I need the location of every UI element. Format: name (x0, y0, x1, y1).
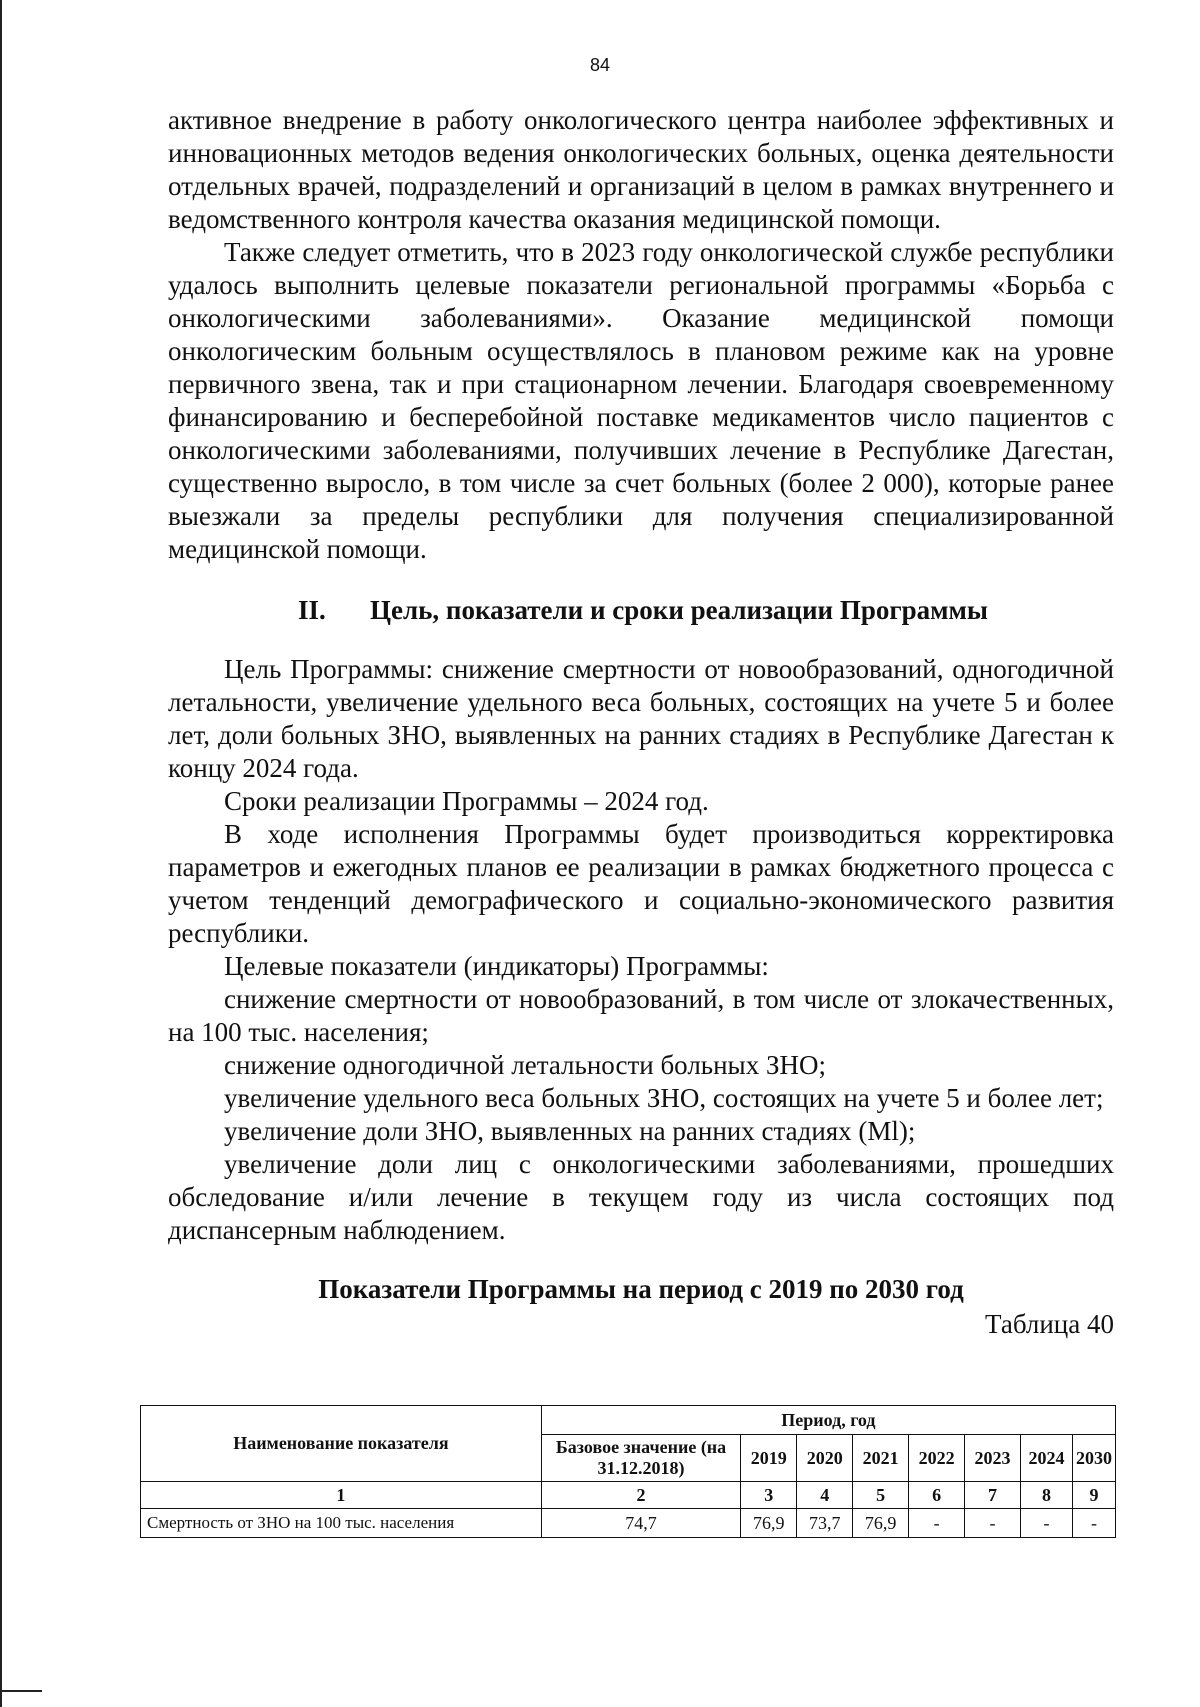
scan-bottom-mark (0, 1690, 42, 1692)
section-number: II. (298, 595, 326, 625)
indicator-item: увеличение доли лиц с онкологическими заболеваниями, прошедших обследование и/или лечение в текущем году из числа состоящих под диспансерным наблюдением. (168, 1149, 1114, 1245)
header-indicator-name: Наименование показателя (141, 1406, 542, 1482)
value-cell: - (1072, 1509, 1115, 1538)
header-year: 2019 (741, 1435, 797, 1482)
header-period: Период, год (541, 1406, 1115, 1435)
indicator-item: увеличение удельного веса больных ЗНО, состоящих на учете 5 и более лет; (224, 1083, 1104, 1113)
value-cell: 76,9 (741, 1509, 797, 1538)
indicators-table (140, 1405, 1116, 1538)
header-year: 2023 (965, 1435, 1021, 1482)
document-body (168, 104, 1114, 1341)
column-number-row (141, 1482, 1116, 1509)
table-number: Таблица 40 (985, 1309, 1114, 1339)
header-year: 2030 (1072, 1435, 1115, 1482)
header-year: 2021 (853, 1435, 909, 1482)
paragraph-program-goal: Цель Программы: снижение смертности от новообразований, одногодичной летальности, увеличение удельного веса больных, состоящих на учете 5 и более лет, доли больных ЗНО, выявленных на ранних стадиях в Республике Дагестан к концу 2024 года. (168, 654, 1114, 783)
page-number: 84 (589, 55, 611, 75)
column-number: 8 (1021, 1482, 1073, 1509)
paragraph-internal-control: активное внедрение в работу онкологического центра наиболее эффективных и инновационных методов ведения онкологических больных, оценка деятельности отдельных врачей, подразделений и организаций в целом в рамках внутреннего и ведомственного контроля качества оказания медицинской помощи. (168, 105, 1114, 234)
column-number: 6 (909, 1482, 965, 1509)
column-number: 9 (1072, 1482, 1115, 1509)
section-title: Цель, показатели и сроки реализации Программы (370, 595, 989, 625)
paragraph-2023-results: Также следует отметить, что в 2023 году онкологической службе республики удалось выполнить целевые показатели региональной программы «Борьба с онкологическими заболеваниями». Оказание медицинской помощи онкологическим больным осуществлялось в плановом режиме как на уровне первичного звена, так и при стационарном лечении. Благодаря своевременному финансированию и бесперебойной поставке медикаментов число пациентов с онкологическими заболеваниями, получивших лечение в Республике Дагестан, существенно выросло, в том числе за счет больных (более 2 000), которые ранее выезжали за пределы республики для получения специализированной медицинской помощи. (168, 237, 1114, 564)
column-number: 7 (965, 1482, 1021, 1509)
value-cell: - (1021, 1509, 1073, 1538)
indicator-item: снижение смертности от новообразований, в том числе от злокачественных, на 100 тыс. населения; (168, 984, 1114, 1047)
value-cell: 73,7 (797, 1509, 853, 1538)
column-number: 1 (141, 1482, 542, 1509)
value-cell: - (965, 1509, 1021, 1538)
header-year: 2024 (1021, 1435, 1073, 1482)
column-number: 5 (853, 1482, 909, 1509)
column-number: 4 (797, 1482, 853, 1509)
table-row (141, 1509, 1116, 1538)
section-heading (168, 594, 1114, 627)
column-number: 2 (541, 1482, 741, 1509)
paragraph-program-terms: Сроки реализации Программы – 2024 год. (224, 786, 709, 816)
header-year: 2022 (909, 1435, 965, 1482)
value-cell: 76,9 (853, 1509, 909, 1538)
value-cell: - (909, 1509, 965, 1538)
paragraph-indicators-intro: Целевые показатели (индикаторы) Программы: (224, 951, 769, 981)
base-value-cell: 74,7 (541, 1509, 741, 1538)
header-year: 2020 (797, 1435, 853, 1482)
table-title: Показатели Программы на период с 2019 по 2030 год (318, 1274, 964, 1304)
header-base-value: Базовое значение (на 31.12.2018) (541, 1435, 741, 1482)
indicator-item: снижение одногодичной летальности больных ЗНО; (224, 1050, 826, 1080)
indicator-name-cell: Смертность от ЗНО на 100 тыс. населения (141, 1509, 542, 1538)
paragraph-adjustment: В ходе исполнения Программы будет производиться корректировка параметров и ежегодных планов ее реализации в рамках бюджетного процесса с учетом тенденций демографического и социально-экономического развития республики. (168, 819, 1114, 948)
column-number: 3 (741, 1482, 797, 1509)
indicator-item: увеличение доли ЗНО, выявленных на ранних стадиях (Ml); (224, 1116, 916, 1146)
scan-left-edge (0, 0, 2, 1707)
